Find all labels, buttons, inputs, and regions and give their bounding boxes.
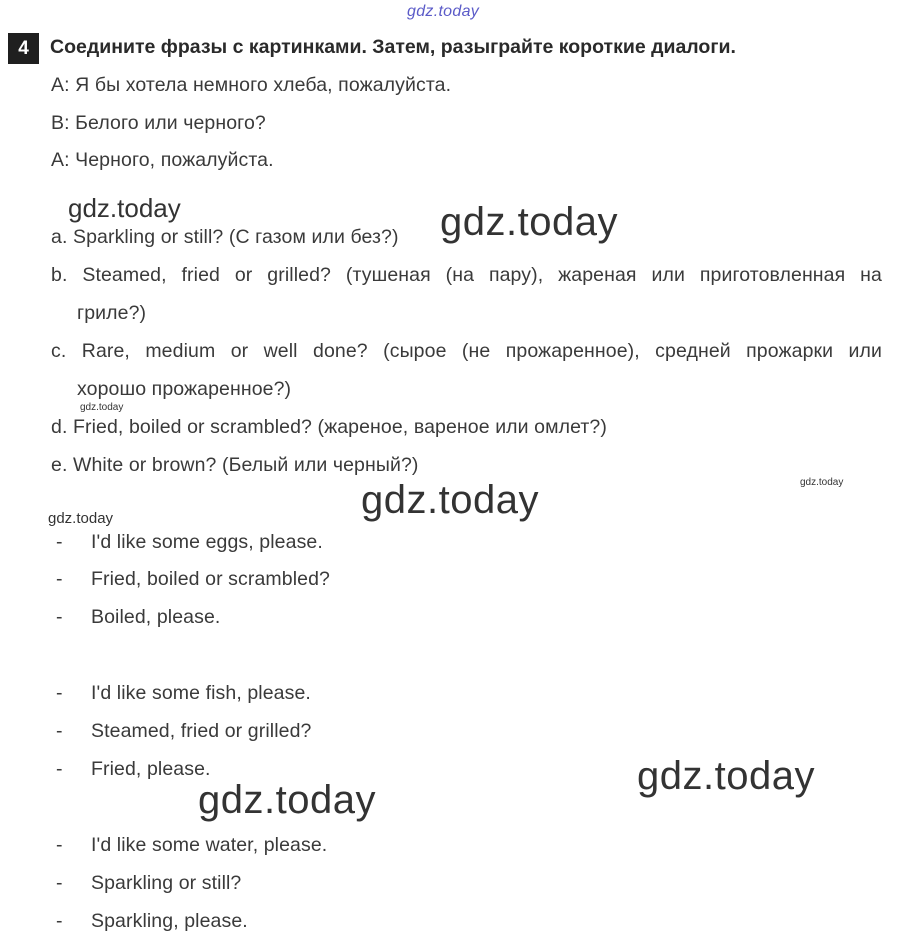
dialogue-dash: - (56, 872, 63, 894)
watermark: gdz.today (198, 778, 376, 822)
option-d: d. Fried, boiled or scrambled? (жареное, вареное или омлет?) (51, 416, 607, 438)
dialogue-dash: - (56, 606, 63, 628)
example-line: A: Черного, пожалуйста. (51, 149, 274, 171)
watermark: gdz.today (637, 754, 815, 798)
watermark: gdz.today (80, 402, 124, 413)
option-c-continued: хорошо прожаренное?) (77, 378, 292, 400)
dialogue-dash: - (56, 834, 63, 856)
watermark-top: gdz.today (407, 3, 480, 20)
dialogue-line: Sparkling or still? (91, 872, 242, 894)
watermark: gdz.today (440, 200, 618, 244)
dialogue-dash: - (56, 682, 63, 704)
option-a: a. Sparkling or still? (С газом или без?) (51, 226, 399, 248)
dialogue-dash: - (56, 758, 63, 780)
watermark: gdz.today (361, 478, 539, 522)
watermark: gdz.today (800, 477, 844, 488)
dialogue-dash: - (56, 720, 63, 742)
option-c: c. Rare, medium or well done? (сырое (не прожаренное), средней прожарки или (51, 340, 882, 362)
watermark: gdz.today (48, 510, 114, 527)
dialogue-line: I'd like some water, please. (91, 834, 328, 856)
dialogue-dash: - (56, 531, 63, 553)
dialogue-line: I'd like some eggs, please. (91, 531, 323, 553)
option-b-continued: гриле?) (77, 302, 147, 324)
dialogue-dash: - (56, 568, 63, 590)
exercise-title: Соедините фразы с картинками. Затем, разыграйте короткие диалоги. (50, 36, 736, 58)
example-line: B: Белого или черного? (51, 112, 266, 134)
dialogue-line: Fried, please. (91, 758, 211, 780)
dialogue-line: Fried, boiled or scrambled? (91, 568, 330, 590)
option-e: e. White or brown? (Белый или черный?) (51, 454, 419, 476)
dialogue-line: Steamed, fried or grilled? (91, 720, 312, 742)
option-b: b. Steamed, fried or grilled? (тушеная (на пару), жареная или приготовленная на (51, 264, 882, 286)
example-line: A: Я бы хотела немного хлеба, пожалуйста. (51, 74, 452, 96)
exercise-number-badge: 4 (8, 33, 39, 64)
dialogue-line: Boiled, please. (91, 606, 221, 628)
dialogue-dash: - (56, 910, 63, 932)
dialogue-line: Sparkling, please. (91, 910, 248, 932)
dialogue-line: I'd like some fish, please. (91, 682, 311, 704)
watermark: gdz.today (68, 193, 181, 223)
